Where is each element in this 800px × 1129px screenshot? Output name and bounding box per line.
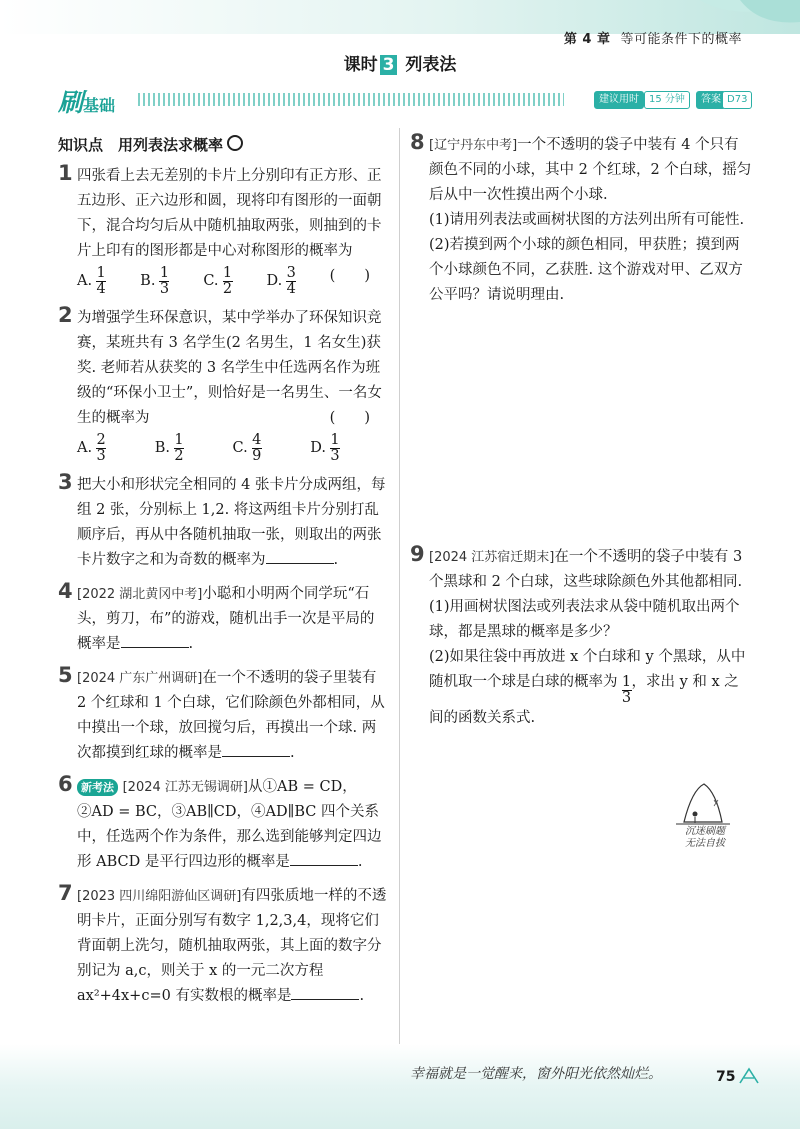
sub-question-2: (2)若摸到两个小球的颜色相同，甲获胜；摸到两个小球颜色不同，乙获胜. 这个游戏对甲、乙双方公平吗？请说明理由. (429, 237, 743, 303)
denominator: 4 (286, 281, 296, 297)
question-number: 9 (410, 542, 425, 566)
answer-blank[interactable] (291, 985, 359, 1000)
question-5 (58, 663, 388, 766)
answer-blank[interactable] (121, 633, 189, 648)
question-number: 3 (58, 470, 73, 494)
banner-stripes (138, 93, 564, 106)
suggested-time-value: 15 分钟 (644, 91, 690, 109)
numerator: 1 (222, 265, 233, 281)
denominator: 2 (222, 281, 233, 297)
lesson-name: 列表法 (405, 55, 457, 75)
option-b[interactable] (140, 266, 203, 297)
question-source: [2022 湖北黄冈中考] (77, 587, 203, 602)
lesson-number: 3 (380, 55, 398, 75)
fraction (223, 266, 233, 297)
question-number: 8 (410, 130, 425, 154)
illustration-caption (676, 826, 734, 850)
caption-line-2: 无法自拔 (685, 838, 725, 849)
pencil-icon (738, 1067, 760, 1085)
denominator: 3 (330, 448, 340, 464)
question-text: 一个不透明的袋子中装有 4 个只有颜色不同的小球，其中 2 个红球，2 个白球，摇匀后从中一次性摸出两个小球. (429, 137, 752, 203)
question-7 (58, 881, 388, 1009)
denominator: 2 (174, 448, 184, 464)
option-label: D. (310, 440, 326, 456)
question-source: [2024 江苏无锡调研] (122, 780, 248, 795)
numerator: 4 (252, 432, 262, 448)
option-label: B. (140, 273, 156, 289)
footer-band (0, 1044, 800, 1129)
fraction (96, 433, 106, 464)
fraction (96, 266, 106, 297)
right-column-lower (410, 542, 752, 740)
fraction (252, 433, 262, 464)
section-banner (58, 87, 748, 117)
chapter-heading (564, 28, 742, 47)
sub-question-text-end: ，求出 y 和 x 之间的函数关系式. (429, 674, 739, 726)
knowledge-point-text: 知识点 用列表法求概率 (58, 136, 224, 154)
question-number: 7 (58, 881, 73, 905)
question-source: [辽宁丹东中考] (429, 138, 518, 153)
left-column (58, 133, 388, 1018)
question-text: 有四张质地一样的不透明卡片，正面分别写有数字 1,2,3,4，现将它们背面朝上洗匀，随机抽取两张，其上面的数字分别记为 a,c，则关于 x 的一元二次方程 ax²+4x+c=0 有实数根的概率是 (77, 888, 387, 1004)
numerator: 1 (621, 674, 632, 690)
options (58, 433, 388, 464)
option-d[interactable] (267, 266, 330, 297)
sub-question-1: (1)用画树状图法或列表法求从袋中随机取出两个球，都是黑球的概率是多少？ (429, 599, 740, 640)
question-2 (58, 303, 388, 464)
sub-question-text: (2)如果往袋中再放进 x 个白球和 y 个黑球，从中随机取一个球是白球的概率为 (429, 649, 746, 690)
question-text: 四张看上去无差别的卡片上分别印有正方形、正五边形、正六边形和圆，现将印有图形的一面朝下，混合均匀后从中随机抽取两张，则抽到的卡片上印有的图形都是中心对称图形的概率为 (77, 168, 382, 259)
denominator: 9 (252, 448, 262, 464)
numerator: 1 (330, 432, 340, 448)
denominator: 3 (159, 281, 170, 297)
question-number: 4 (58, 579, 73, 603)
answer-blank[interactable] (290, 851, 358, 866)
question-1 (58, 161, 388, 297)
question-text: 为增强学生环保意识，某中学举办了环保知识竞赛，某班共有 3 名学生(2 名男生，1 名女生)获奖. 老师若从获奖的 3 名学生中任选两名作为班级的“环保小卫士”，则恰好是一名男生、一名女生的概率为 (77, 310, 382, 426)
numerator: 1 (174, 432, 184, 448)
brand-logo (58, 83, 115, 119)
option-label: D. (266, 273, 283, 289)
end-mark: . (188, 636, 194, 652)
chapter-number: 第 4 章 (563, 32, 611, 47)
denominator: 4 (96, 281, 106, 297)
denominator: 3 (96, 448, 106, 464)
question-number: 5 (58, 663, 73, 687)
question-source: [2023 四川绵阳游仙区调研] (77, 889, 242, 904)
option-b[interactable] (155, 433, 233, 464)
answer-paren: ( ) (329, 268, 370, 284)
footer-slogan: 幸福就是一觉醒来，窗外阳光依然灿烂。 (410, 1066, 662, 1082)
option-c[interactable] (203, 266, 266, 297)
sub-question-2 (410, 645, 752, 731)
question-text: 从①AB = CD，②AD = BC，③AB∥CD，④AD∥BC 四个关系中，任选两个作为条件，那么选到能够判定四边形 ABCD 是平行四边形的概率是 (77, 779, 382, 870)
option-label: C. (232, 440, 248, 456)
question-8 (410, 130, 752, 308)
lesson-prefix: 课时 (343, 55, 378, 75)
lesson-title (0, 50, 800, 75)
question-9 (410, 542, 752, 731)
caption-line-1: 沉迷刷题 (685, 826, 725, 837)
fraction (622, 675, 632, 706)
end-mark: . (290, 745, 295, 761)
question-number: 1 (58, 161, 73, 185)
question-text: 小聪和小明两个同学玩“石头，剪刀，布”的游戏，随机出手一次是平局的概率是 (77, 586, 375, 652)
brand-sub: 基础 (83, 96, 116, 115)
numerator: 1 (159, 265, 170, 281)
answer-label: 答案 (696, 91, 726, 109)
sub-question-1: (1)请用列表法或画树状图的方法列出所有可能性. (429, 212, 745, 228)
answer-paren: ( ) (329, 410, 370, 426)
numerator: 2 (96, 432, 106, 448)
question-source: [2024 江苏宿迁期末] (429, 550, 555, 565)
end-mark: . (357, 854, 363, 870)
denominator: 3 (621, 690, 632, 706)
question-text: 在一个不透明的袋子里装有 2 个红球和 1 个白球，它们除颜色外都相同，从中摸出一个球，放回搅匀后，再摸出一个球. 两次都摸到红球的概率是 (77, 670, 385, 761)
option-label: C. (203, 273, 219, 289)
fraction (330, 433, 340, 464)
chapter-title: 等可能条件下的概率 (620, 32, 742, 47)
fraction (286, 266, 296, 297)
mountain-illustration (674, 780, 732, 826)
option-a[interactable] (77, 433, 155, 464)
question-source: [2024 广东广州调研] (77, 671, 203, 686)
question-text: 在一个不透明的袋子中装有 3 个黑球和 2 个白球，这些球除颜色外其他都相同. (429, 549, 743, 590)
answer-page: D73 (722, 91, 752, 109)
knowledge-point-heading (58, 133, 388, 158)
question-text: 把大小和形状完全相同的 4 张卡片分成两组，每组 2 张，分别标上 1,2. 将这两组卡片分别打乱顺序后，再从中各随机抽取一张，则取出的两张卡片数字之和为奇数的概率为 (77, 477, 386, 568)
numerator: 3 (286, 265, 296, 281)
option-d[interactable] (310, 433, 388, 464)
suggested-time-label: 建议用时 (594, 91, 644, 109)
option-label: A. (77, 440, 93, 456)
check-circle-icon (227, 135, 243, 151)
answer-blank[interactable] (266, 549, 334, 564)
fraction (174, 433, 184, 464)
question-6 (58, 772, 388, 875)
fraction (159, 266, 169, 297)
question-number: 6 (58, 772, 73, 796)
option-a[interactable] (77, 266, 140, 297)
option-c[interactable] (233, 433, 311, 464)
question-number: 2 (58, 303, 73, 327)
options (58, 266, 330, 297)
new-method-badge: 新考法 (77, 779, 118, 796)
answer-blank[interactable] (222, 742, 290, 757)
end-mark: . (333, 552, 339, 568)
question-4 (58, 579, 388, 657)
option-label: B. (154, 440, 171, 456)
option-label: A. (77, 273, 93, 289)
end-mark: . (359, 988, 365, 1004)
brand-char: 刷 (58, 88, 84, 117)
column-divider (399, 128, 400, 1053)
question-3 (58, 470, 388, 573)
numerator: 1 (96, 265, 106, 281)
right-column (410, 130, 752, 317)
page-number: 75 (716, 1069, 736, 1085)
